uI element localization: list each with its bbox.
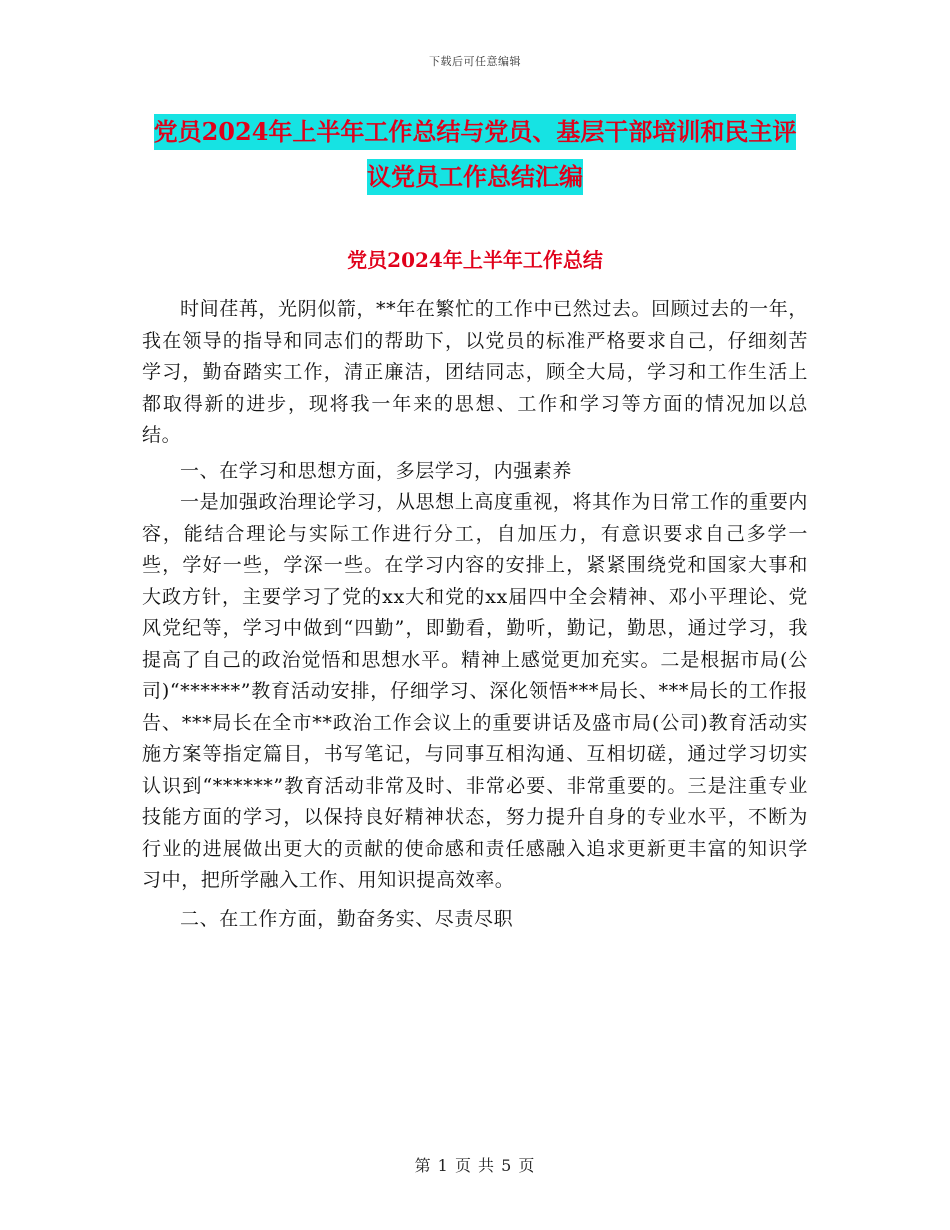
section-heading: 二、在工作方面，勤奋务实、尽责尽职 (180, 907, 514, 930)
section-title: 党员2024年上半年工作总结 (347, 248, 603, 272)
document-title (142, 109, 808, 199)
document-body (142, 294, 808, 935)
document-title-text: 党员2024年上半年工作总结与党员、基层干部培训和民主评议党员工作总结汇编 (154, 114, 797, 195)
body-paragraph: 时间荏苒，光阴似箭，**年在繁忙的工作中已然过去。回顾过去的一年，我在领导的指导和同志们的帮助下，以党员的标准严格要求自己，仔细刻苦学习，勤奋踏实工作，清正廉洁，团结同志，顾全大局，学习和工作生活上都取得新的进步，现将我一年来的思想、工作和学习等方面的情况加以总结。 (142, 298, 808, 446)
body-paragraph: 一是加强政治理论学习，从思想上高度重视，将其作为日常工作的重要内容，能结合理论与实际工作进行分工，自加压力，有意识要求自己多学一些，学好一些，学深一些。在学习内容的安排上，紧紧围绕党和国家大事和大政方针，主要学习了党的xx大和党的xx届四中全会精神、邓小平理论、党风党纪等，学习中做到“四勤”，即勤看，勤听，勤记，勤思，通过学习，我提高了自己的政治觉悟和思想水平。精神上感觉更加充实。二是根据市局(公司)“******”教育活动安排，仔细学习、深化领悟***局长、***局长的工作报告、***局长在全市**政治工作会议上的重要讲话及盛市局(公司)教育活动实施方案等指定篇目，书写笔记，与同事互相沟通、互相切磋，通过学习切实认识到“******”教育活动非常及时、非常必要、非常重要的。三是注重专业技能方面的学习，以保持良好精神状态，努力提升自身的专业水平，不断为行业的进展做出更大的贡献的使命感和责任感融入追求更新更丰富的知识学习中，把所学融入工作、用知识提高效率。 (142, 491, 808, 891)
section-heading: 一、在学习和思想方面，多层学习，内强素养 (180, 459, 573, 482)
header-note: 下载后可任意编辑 (429, 55, 521, 68)
page-footer: 第 1 页 共 5 页 (414, 1156, 536, 1175)
